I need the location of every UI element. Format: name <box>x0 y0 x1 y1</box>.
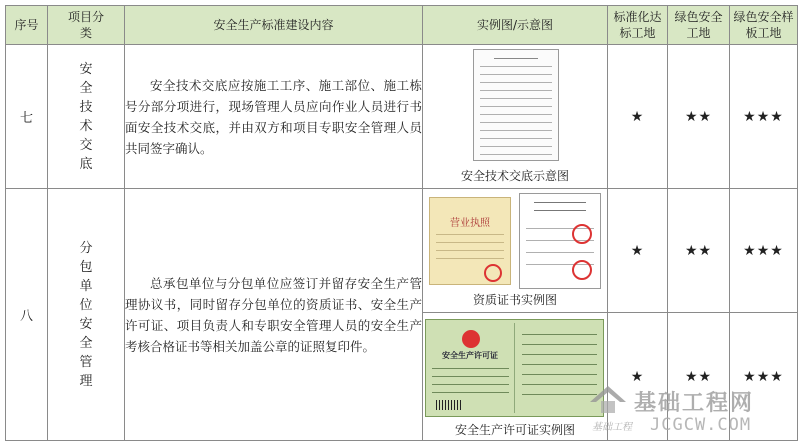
example-caption: 安全生产许可证实例图 <box>454 423 575 437</box>
category-char: 单 <box>79 278 93 294</box>
watermark-url: JCGCW.COM <box>650 415 752 435</box>
header-category: 项目分类 <box>48 6 125 45</box>
header-standard-site: 标准化达标工地 <box>608 6 668 45</box>
header-green-site: 绿色安全工地 <box>668 6 730 45</box>
header-example: 实例图/示意图 <box>423 6 608 45</box>
watermark-title: 基础工程网 <box>634 391 755 416</box>
row-index: 七 <box>6 45 48 189</box>
category-char: 交 <box>79 137 93 153</box>
row-index: 八 <box>6 189 48 441</box>
rating-model: ★★★ <box>730 189 798 313</box>
header-index: 序号 <box>6 6 48 45</box>
rating-model: ★★★ <box>730 45 798 189</box>
rating-green: ★★ <box>668 45 730 189</box>
rating-standard: ★ <box>608 313 668 441</box>
category-char: 底 <box>79 156 93 172</box>
watermark-subtitle: 基础工程 <box>592 422 632 433</box>
row-category <box>48 189 125 441</box>
rating-model: ★★★ <box>730 313 798 441</box>
example-cell <box>423 45 608 189</box>
row-content: 总承包单位与分包单位应签订并留存安全生产管理协议书，同时留存分包单位的资质证书、安全生产许可证、项目负责人和专职安全管理人员的安全生产考核合格证书等相关加盖公章的证照复印件。 <box>125 189 423 441</box>
standards-table <box>5 5 798 441</box>
permit-title: 安全生产许可证 <box>442 351 498 360</box>
category-char: 技 <box>79 99 93 115</box>
category-char: 安 <box>79 61 93 77</box>
category-char: 管 <box>79 354 93 370</box>
site-watermark <box>584 382 794 442</box>
category-char: 包 <box>79 259 93 275</box>
example-caption: 安全技术交底示意图 <box>460 169 569 183</box>
category-char: 全 <box>79 335 93 351</box>
rating-standard: ★ <box>608 189 668 313</box>
table-row <box>6 189 798 313</box>
header-content: 安全生产标准建设内容 <box>125 6 423 45</box>
row-category <box>48 45 125 189</box>
rating-green: ★★ <box>668 189 730 313</box>
category-char: 安 <box>79 316 93 332</box>
row-content: 安全技术交底应按施工工序、施工部位、施工栋号分部分项进行，现场管理人员应向作业人员进行书面安全技术交底，并由双方和项目专职安全管理人员共同签字确认。 <box>125 45 423 189</box>
category-char: 术 <box>79 118 93 134</box>
category-char: 分 <box>79 240 93 256</box>
category-char: 全 <box>79 80 93 96</box>
category-char: 理 <box>79 373 93 389</box>
example-cell <box>423 313 608 441</box>
example-cell <box>423 189 608 313</box>
qualification-certificate-image <box>519 193 601 289</box>
rating-standard: ★ <box>608 45 668 189</box>
disclosure-form-image <box>473 49 559 161</box>
license-title: 营业执照 <box>450 218 490 229</box>
header-row <box>6 6 798 45</box>
safety-permit-image <box>425 319 604 417</box>
table-row <box>6 45 798 189</box>
category-char: 位 <box>79 297 93 313</box>
header-model-site: 绿色安全样板工地 <box>730 6 798 45</box>
rating-green: ★★ <box>668 313 730 441</box>
example-caption: 资质证书实例图 <box>472 293 557 307</box>
house-logo-icon <box>588 384 628 418</box>
business-license-image <box>429 197 511 285</box>
